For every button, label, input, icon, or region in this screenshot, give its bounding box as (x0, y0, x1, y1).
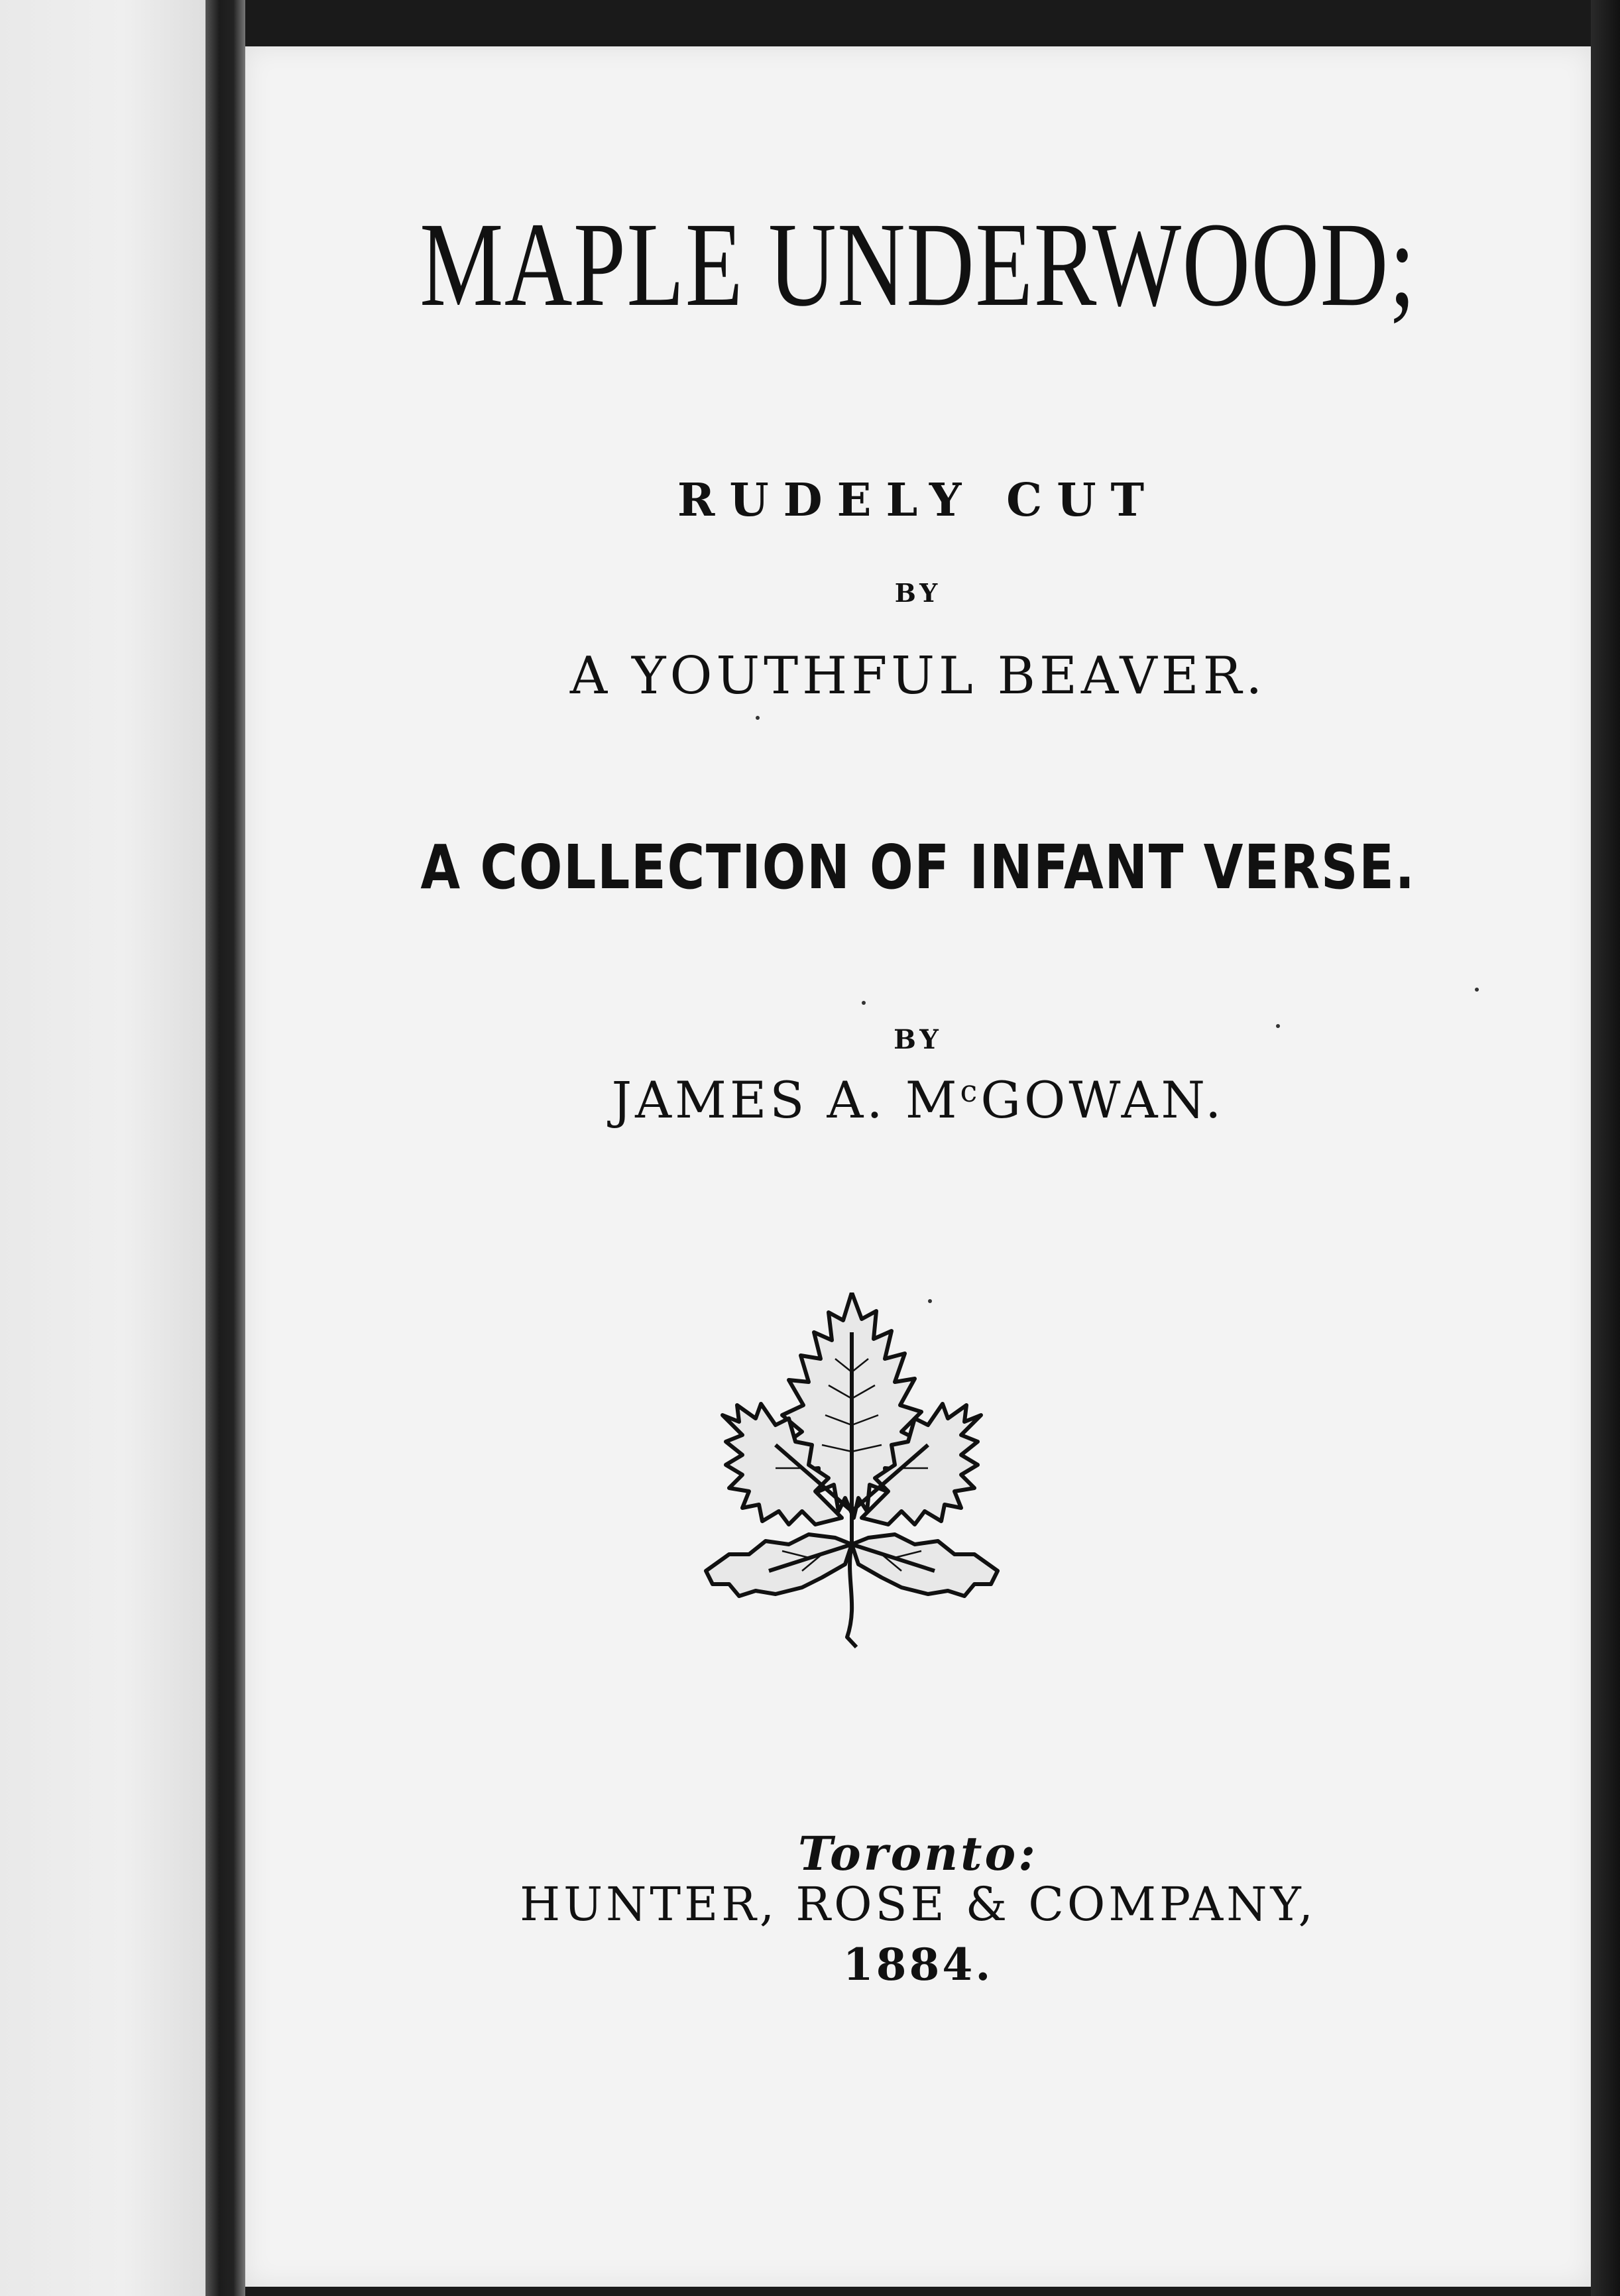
book-gutter (205, 0, 245, 2296)
author-superscript: c (960, 1073, 981, 1109)
right-page-edge (1591, 0, 1620, 2296)
subtitle-rudely-cut: RUDELY CUT (677, 474, 1159, 527)
ink-speck (862, 1001, 866, 1005)
ink-speck (756, 716, 760, 720)
author-first: JAMES A. M (611, 1070, 960, 1129)
left-page-edge (0, 0, 205, 2296)
maple-leaf-icon (703, 1292, 1001, 1650)
by-label-1: BY (894, 578, 942, 608)
author-last: GOWAN. (980, 1070, 1225, 1129)
author-name (245, 1070, 1591, 1129)
ink-speck (928, 1299, 932, 1303)
by-label-2: BY (894, 1024, 943, 1055)
collection-heading: A COLLECTION OF INFANT VERSE. (420, 832, 1416, 903)
book-title: MAPLE UNDERWOOD; (420, 198, 1417, 331)
publication-year: 1884. (842, 1939, 994, 1990)
ink-speck (1475, 988, 1479, 992)
publisher-name: HUNTER, ROSE & COMPANY, (520, 1877, 1316, 1931)
subtitle-youthful-beaver: A YOUTHFUL BEAVER. (569, 646, 1267, 706)
ink-speck (1276, 1024, 1280, 1028)
publication-city: Toronto: (797, 1826, 1039, 1881)
